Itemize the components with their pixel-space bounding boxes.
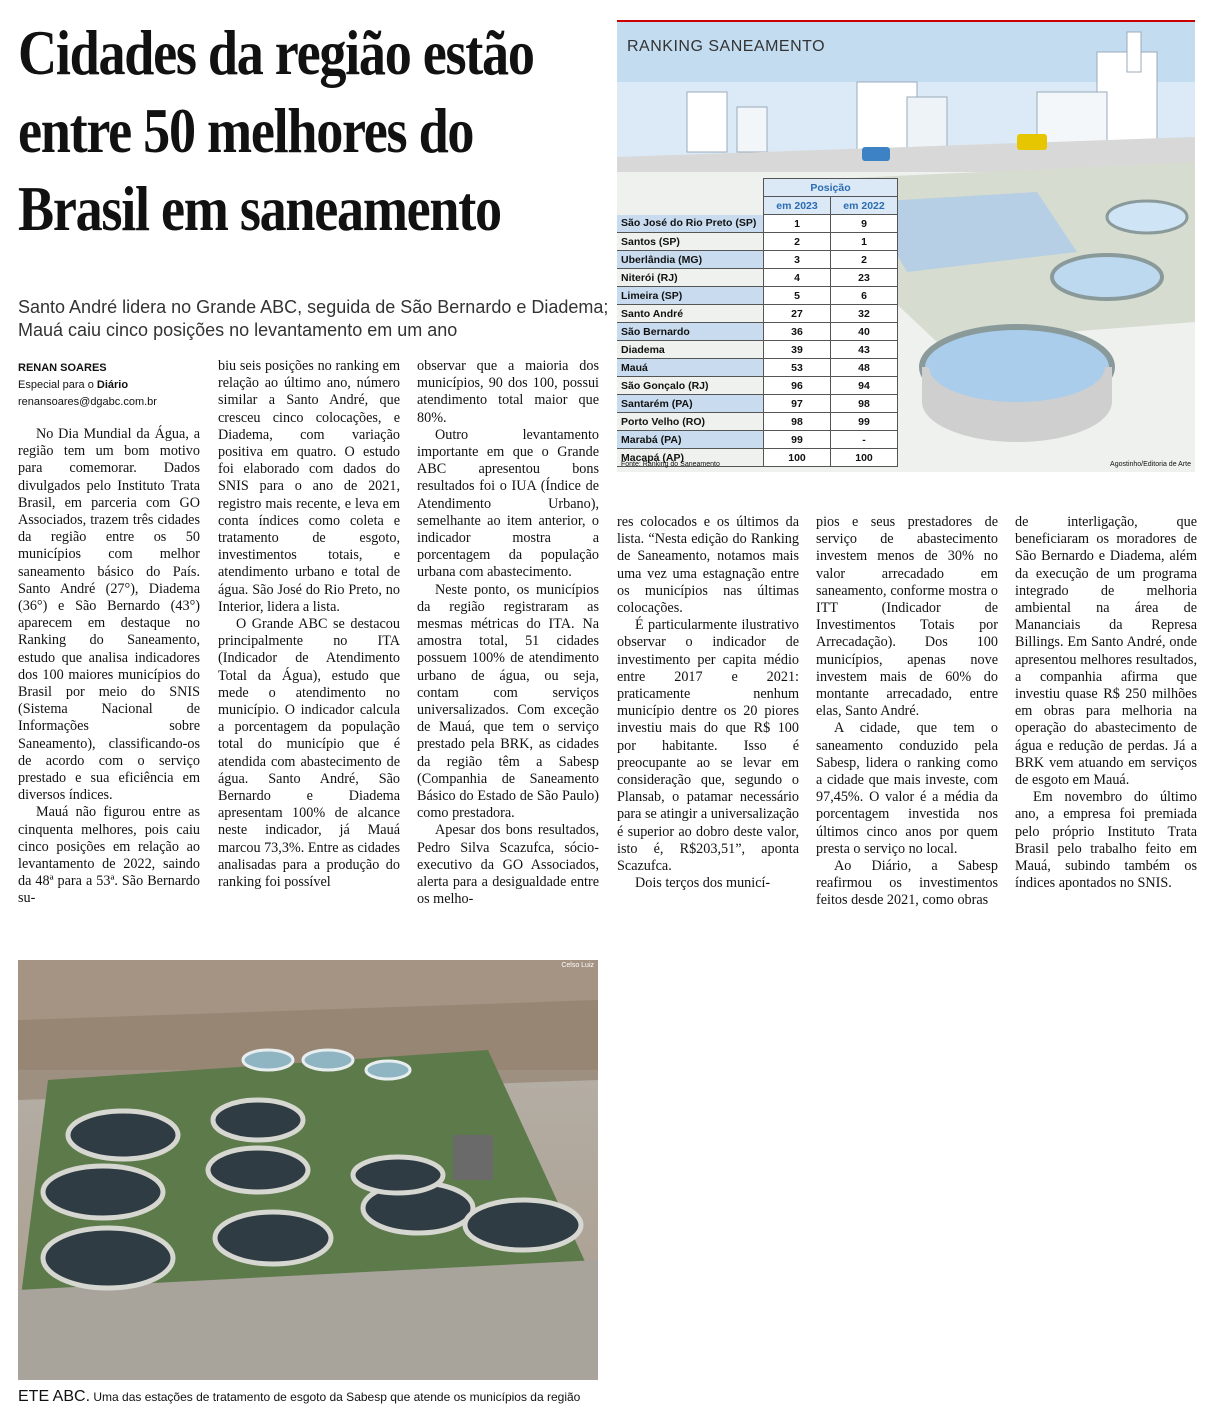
paragraph: observar que a maioria dos municípios, 90 dos 100, possui atendimento total maior que 80%. [417,358,599,426]
ranking-city: Niterói (RJ) [617,269,764,287]
paragraph: É particularmente ilustrativo observar o indicador de investimento per capita médio entre 2017 e 2021: praticamente nenhum município dentre os 20 piores investiu mais do que R$ 100 por habitante. Isso é preocupante ao se levar em consideração que, segundo o Plansab, o patamar necessário para se atingir a universalização é superior ao dobro deste valor, isto é, R$203,51”, aponta Scazufca. [617,617,799,875]
ranking-2022: 43 [831,341,898,359]
ranking-2022: 23 [831,269,898,287]
paragraph: A cidade, que tem o saneamento conduzido pela Sabesp, lidera o ranking como a cidade que mais investe, com 97,45%. O valor é a média da porcentagem investida nos últimos cinco anos por quem presta o serviço no local. [816,720,998,857]
col-2023-header: em 2023 [764,197,831,215]
ranking-row [617,341,898,359]
ranking-2023: 36 [764,323,831,341]
paragraph: de interligação, que beneficiaram os moradores de São Bernardo e Diadema, além da execução de um programa integrado de melhoria ambiental na área de Mananciais da Represa Billings. Em Santo André, onde apresentou melhores resultados, a companhia afirma que investiu quase R$ 250 milhões em obras para melhoria na operação do abastecimento de água e redução de perdas. Já a BRK vem atuando em serviços de esgoto em Mauá. [1015,514,1197,789]
article-column-4 [617,514,799,892]
ranking-row [617,359,898,377]
ranking-row [617,215,898,233]
paper-name: Diário [96,379,129,391]
author-name: RENAN SOARES [18,362,107,374]
caption-text: Uma das estações de tratamento de esgoto da Sabesp que atende os municípios da região [90,1390,581,1404]
ranking-2022: 2 [831,251,898,269]
paragraph: biu seis posições no ranking em relação ao último ano, número similar a Santo André, que cresceu cinco colocações, e Diadema, com variação positiva em quatro. O estudo foi elaborado com dados do SNIS para o ano de 2021, registro mais recente, e leva em conta índices como coleta e tratamento de esgoto, investimentos totais, e atendimento urbano e total de água. São José do Rio Preto, no Interior, lidera a lista. [218,358,400,615]
author-role [18,377,208,394]
paragraph: Mauá não figurou entre as cinquenta melhores, pois caiu cinco posições em relação ao levantamento de 2022, saindo da 48ª para a 53ª. São Bernardo su- [18,804,200,907]
ranking-row [617,431,898,449]
paragraph: Em novembro do último ano, a empresa foi premiada pelo próprio Instituto Trata Brasil pelo trabalho feito em Mauá, subindo também os índices apontados no SNIS. [1015,789,1197,892]
ranking-row [617,251,898,269]
ranking-2022: 99 [831,413,898,431]
paragraph: res colocados e os últimos da lista. “Nesta edição do Ranking de Saneamento, notamos mais uma vez uma estagnação entre os municípios nas últimas colocações. [617,514,799,617]
ranking-2022: - [831,431,898,449]
ranking-2022: 48 [831,359,898,377]
ranking-2022: 100 [831,449,898,467]
byline [18,360,208,411]
ranking-rows [617,215,898,467]
ranking-city: Diadema [617,341,764,359]
ranking-2023: 100 [764,449,831,467]
ranking-2023: 3 [764,251,831,269]
photo-credit: Celso Luiz [561,962,594,969]
ranking-2022: 32 [831,305,898,323]
ranking-table [617,178,898,467]
ranking-2023: 1 [764,215,831,233]
ranking-city: Santos (SP) [617,233,764,251]
infographic-credit: Agostinho/Editoria de Arte [1110,461,1191,468]
paragraph: Ao Diário, a Sabesp reafirmou os investimentos feitos desde 2021, como obras [816,858,998,909]
ranking-row [617,395,898,413]
ranking-city: Mauá [617,359,764,377]
ranking-2022: 9 [831,215,898,233]
ete-photo [18,960,598,1380]
ranking-city: São José do Rio Preto (SP) [617,215,764,233]
ranking-2022: 98 [831,395,898,413]
ranking-city: Marabá (PA) [617,431,764,449]
caption-label: ETE ABC. [18,1388,91,1405]
ranking-2023: 98 [764,413,831,431]
article-column-2 [218,358,400,891]
ranking-row [617,413,898,431]
ranking-2023: 2 [764,233,831,251]
headline [18,14,534,248]
author-role-prefix: Especial para o [18,379,97,391]
ranking-city: Porto Velho (RO) [617,413,764,431]
ranking-2023: 5 [764,287,831,305]
paragraph: Neste ponto, os municípios da região registraram as mesmas métricas do ITA. Na amostra total, 51 cidades possuem 100% de atendimento urbano de água, ou seja, contam com serviços universalizados. Com exceção de Mauá, que tem o serviço prestado pela BRK, as cidades da região têm a Sabesp (Companhia de Saneamento Básico do Estado de São Paulo) como prestadora. [417,581,599,822]
article-column-6 [1015,514,1197,892]
ranking-2023: 27 [764,305,831,323]
ranking-infographic [617,20,1195,472]
paragraph: Dois terços dos municí- [635,875,771,892]
ranking-2022: 94 [831,377,898,395]
ranking-row [617,305,898,323]
ranking-city: São Gonçalo (RJ) [617,377,764,395]
article-column-5 [816,514,998,910]
ranking-2023: 39 [764,341,831,359]
ranking-2022: 40 [831,323,898,341]
headline-line: entre 50 melhores do [18,96,474,166]
col-2022-header: em 2022 [831,197,898,215]
photo-caption [18,1388,618,1406]
ranking-city: Limeira (SP) [617,287,764,305]
article-column-3 [417,358,599,909]
paragraph: Outro levantamento importante em que o Grande ABC apresentou bons resultados foi o IUA (Índice de Atendimento Urbano), semelhante ao item anterior, o indicador mostra a porcentagem da população urbana com abastecimento. [417,426,599,581]
infographic-title: RANKING SANEAMENTO [627,38,826,55]
aerial-photo-illustration [18,960,598,1380]
subtitle: Santo André lidera no Grande ABC, seguida de São Bernardo e Diadema; Mauá caiu cinco posições no levantamento em um ano [18,297,609,340]
ranking-2023: 97 [764,395,831,413]
paragraph: Apesar dos bons resultados, Pedro Silva Scazufca, sócio-executivo da GO Associados, alerta para a desigualdade entre os melho- [417,822,599,908]
position-header: Posição [764,179,898,197]
paragraph: pios e seus prestadores de serviço de abastecimento investem menos de 30% no valor arrecadado em saneamento, conforme mostra o ITT (Indicador de Investimentos Totais por Arrecadação). Dos 100 municípios, apenas nove investem mais de 60% do montante arrecadado, entre elas, Santo André. [816,514,998,720]
ranking-2022: 6 [831,287,898,305]
ranking-row [617,233,898,251]
ranking-row [617,323,898,341]
headline-line: Cidades da região estão [18,18,534,88]
headline-line: Brasil em saneamento [18,174,501,244]
ranking-2023: 96 [764,377,831,395]
ranking-row [617,377,898,395]
ranking-row [617,269,898,287]
ranking-2023: 53 [764,359,831,377]
paragraph: No Dia Mundial da Água, a região tem um bom motivo para comemorar. Dados divulgados pelo Instituto Trata Brasil, em parceria com GO Associados, trazem três cidades da região entre os 50 municípios com melhor saneamento básico do País. Santo André (27°), Diadema (36°) e São Bernardo (43°) aparecem em destaque no Ranking do Saneamento, estudo que analisa indicadores dos 100 maiores municípios do Brasil por meio do SNIS (Sistema Nacional de Informações sobre Saneamento), classificando-os de acordo com o serviço prestado e sua eficiência em diversos índices. [18,426,200,804]
ranking-row [617,287,898,305]
ranking-2022: 1 [831,233,898,251]
ranking-city: São Bernardo [617,323,764,341]
ranking-2023: 99 [764,431,831,449]
paragraph: O Grande ABC se destacou principalmente no ITA (Indicador de Atendimento Total da Água), estudo que mede o atendimento no município. O indicador calcula a porcentagem da população total do município que é atendida com abastecimento de água. Santo André, São Bernardo e Diadema apresentam 100% de alcance neste indicador, já Mauá marcou 73,3%. Entre as cidades analisadas para a produção do ranking foi possível [218,616,401,891]
article-column-1 [18,426,200,908]
ranking-city: Uberlândia (MG) [617,251,764,269]
ranking-city: Santarém (PA) [617,395,764,413]
infographic-source: Fonte: Ranking do Saneamento [621,461,720,468]
ranking-city: Santo André [617,305,764,323]
author-email[interactable]: renansoares@dgabc.com.br [18,396,157,408]
ranking-city: Macapá (AP) [617,449,764,467]
ranking-2023: 4 [764,269,831,287]
